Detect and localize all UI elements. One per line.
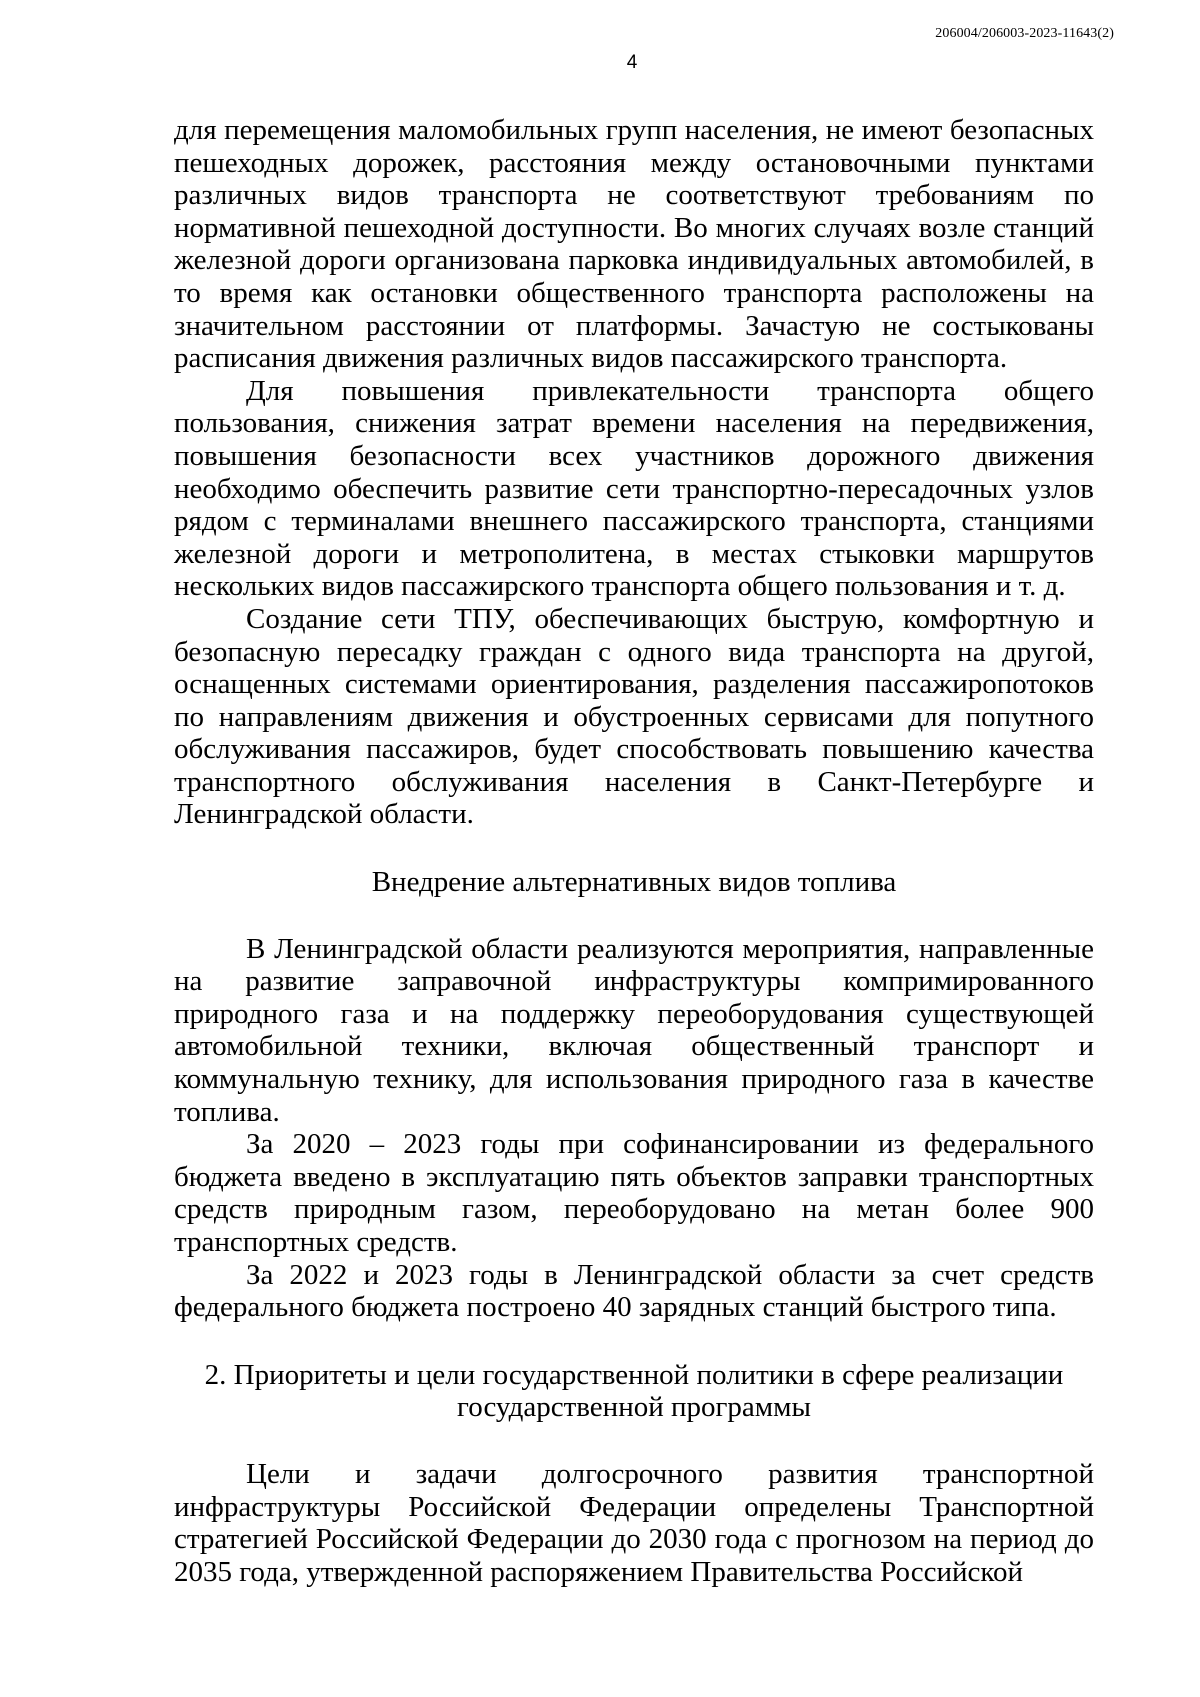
paragraph: За 2020 – 2023 годы при софинансировании из федерального бюджета введено в эксплуатацию пять объектов заправки транспортных средств природным газом, переоборудовано на метан более 900 транспортных средств. — [174, 1128, 1094, 1258]
heading-line: 2. Приоритеты и цели государственной политики в сфере реализации — [204, 1358, 1064, 1391]
paragraph: для перемещения маломобильных групп населения, не имеют безопасных пешеходных дорожек, расстояния между остановочными пунктами различных видов транспорта не соответствуют требованиям по нормативной пешеходной доступности. Во многих случаях возле станций железной дороги организована парковка индивидуальных автомобилей, в то время как остановки общественного транспорта расположены на значительном расстоянии от платформы. Зачастую не состыкованы расписания движения различных видов пассажирского транспорта. — [174, 114, 1094, 375]
page-number: 4 — [626, 52, 638, 73]
section-heading-fuel: Внедрение альтернативных видов топлива — [371, 866, 897, 899]
paragraph: Для повышения привлекательности транспорта общего пользования, снижения затрат времени населения на передвижения, повышения безопасности всех участников дорожного движения необходимо обеспечить развитие сети транспортно-пересадочных узлов рядом с терминалами внешнего пассажирского транспорта, станциями железной дороги и метрополитена, в местах стыковки маршрутов нескольких видов пассажирского транспорта общего пользования и т. д. — [174, 374, 1094, 603]
paragraph: За 2022 и 2023 годы в Ленинградской области за счет средств федерального бюджета построено 40 зарядных станций быстрого типа. — [174, 1258, 1094, 1324]
paragraph: Создание сети ТПУ, обеспечивающих быструю, комфортную и безопасную пересадку граждан с одного вида транспорта на другой, оснащенных системами ориентирования, разделения пассажиропотоков по направлениям движения и обустроенных сервисами для попутного обслуживания пассажиров, будет способствовать повышению качества транспортного обслуживания населения в Санкт-Петербурге и Ленинградской области. — [174, 602, 1094, 831]
document-body — [174, 114, 1094, 1588]
section-heading-priorities — [174, 1359, 1094, 1424]
document-id: 206004/206003-2023-11643(2) — [935, 26, 1114, 41]
paragraph: В Ленинградской области реализуются мероприятия, направленные на развитие заправочной инфраструктуры компримированного природного газа и на поддержку переоборудования существующей автомобильной техники, включая общественный транспорт и коммунальную технику, для использования природного газа в качестве топлива. — [174, 932, 1094, 1128]
heading-line: государственной программы — [457, 1391, 811, 1424]
paragraph: Цели и задачи долгосрочного развития транспортной инфраструктуры Российской Федерации определены Транспортной стратегией Российской Федерации до 2030 года с прогнозом на период до 2035 года, утвержденной распоряжением Правительства Российской — [174, 1457, 1094, 1588]
